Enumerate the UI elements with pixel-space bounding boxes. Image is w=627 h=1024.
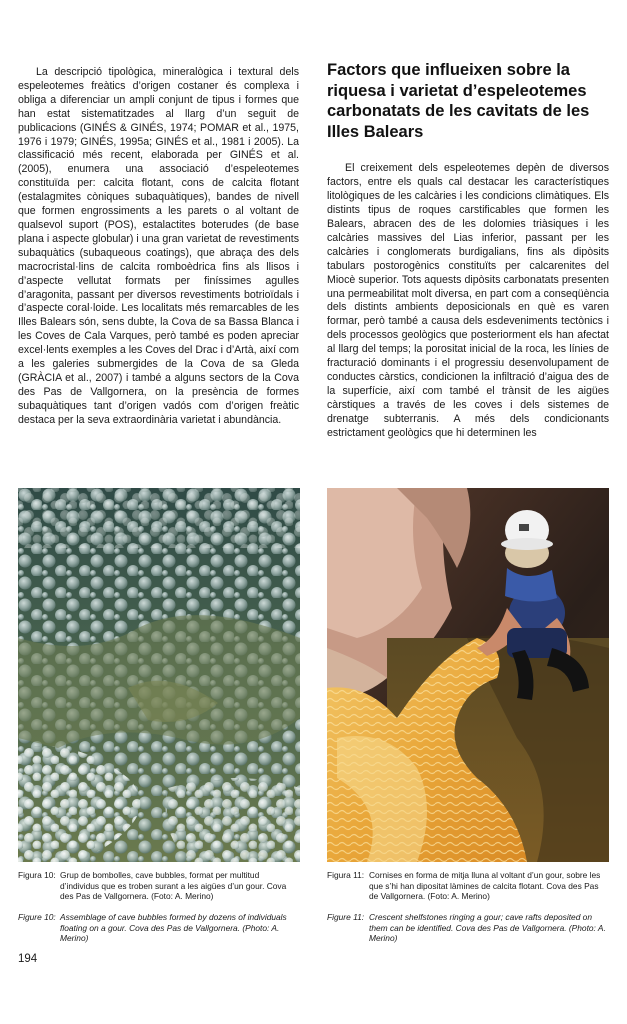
- figure-11-caption-ca: [327, 870, 609, 902]
- body-paragraph: La descripció tipològica, mineralògica i textural dels espeleotemes freàtics d’origen costaner és complexa i obliga a diferenciar un ampli conjunt de tipus i formes que han estat sistematitzades al llarg d’un seguit de publicacions (GINÉS & GINÉS, 1974; POMAR et al., 1975, 1976 i 1979; GINÉS, 1995a; GINÉS et al., 1981 i 2005). La classificació més recent, elaborada per GINÉS et al. (2005), enumera una associació d’espeleotemes constituïda per: calcita flotant, cons de calcita flotant (estalagmites còniques subaquàtiques), bandes de nivell que formen engrossiments a les parets o al voltant de qualsevol suport (POS), estalactites boterudes (de base plana i aspecte globular) i una gran varietat de revestiments subaquàtics (subaqueous coatings), que abraça des dels macrocristal·lins de calcita romboèdrica fins als llisos i d’aspecte vellutat formats per finíssimes agulles d’aragonita, passant per diversos revestiments botrioïdals i d’aspecte coral·loide. Les localitats més remarcables de les Illes Balears són, sens dubte, la Cova de sa Bassa Blanca i les Coves de Cala Varques, però també es poden apreciar excel·lents exemples a les Coves del Drac i d’Artà, així com a les galeries submergides de la Cova de sa Gleda (GRÀCIA et al., 2007) i també a alguns sectors de la Cova des Pas de Vallgornera, on la presència de formes subaquàtiques tant d’origen vadós com d’origen freàtic destaca per la seva extraordinària varietat i abundància.: [18, 66, 299, 426]
- caption-text: Crescent shelfstones ringing a gour; cave rafts deposited on them can be identified. Cova des Pas de Vallgornera. (Photo: A. Merino): [369, 912, 606, 944]
- figure-label: Figure 11:: [327, 912, 365, 922]
- figure-label: Figure 10:: [18, 912, 56, 922]
- caption-text: Assemblage of cave bubbles formed by dozens of individuals floating on a gour. Cova des Pas de Vallgornera. (Photo: A. Merino): [60, 912, 287, 944]
- page-number: 194: [18, 953, 38, 965]
- figure-10-photo: [18, 488, 300, 862]
- body-paragraph: El creixement dels espeleotemes depèn de diversos factors, entre els quals cal destacar les característiques litològiques de les calcàries i les condicions climàtiques. Els distints tipus de roques carstificables que formen les Balears, abracen des de les dolomies triàsiques i les calcàries massives del Lias inferior, passant per les calcàries i conglomerats burdigalians, fins als dipòsits tabulars postorogènics constituïts per calcarenites del Miocè superior. Tots aquests dipòsits carbonatats presenten una permeabilitat molt diversa, en part com a conseqüència dels distints ambients deposicionals en què es varen formar, però també a causa dels esdeveniments tectònics i dels processos geològics que posteriorment els han afectat al llarg del temps; la porositat inicial de la roca, les línies de fracturació dominants i el progressiu desenvolupament de conductes càrstics, condicionen la infiltració d’aigua des de la superfície, així com també el trànsit de les aigües càrstiques a través de les coves i dels sistemes de drenatge subterranis. A més dels condicionants estrictament geològics que hi determinen les: [327, 162, 609, 439]
- section-heading: Factors que influeixen sobre la riquesa i varietat d’espeleotemes carbonatats de les cavitats de les Illes Balears: [327, 61, 590, 141]
- shelfstones-image: [327, 488, 609, 862]
- figure-label: Figura 10:: [18, 870, 56, 880]
- cave-bubbles-image: [18, 488, 300, 862]
- figure-11-photo: [327, 488, 609, 862]
- left-column: [18, 66, 299, 428]
- figure-11-caption-en: [327, 912, 609, 944]
- figure-10-caption-en: [18, 912, 300, 944]
- caption-text: Cornises en forma de mitja lluna al voltant d’un gour, sobre les que s’hi han dipositat làmines de calcita flotant. Cova des Pas de Vallgornera. (Foto: A. Merino): [369, 870, 601, 902]
- figure-label: Figura 11:: [327, 870, 365, 880]
- right-column: [327, 60, 609, 441]
- figure-10-caption-ca: [18, 870, 300, 902]
- caption-text: Grup de bombolles, cave bubbles, format per multitud d’individus que es troben surant a les aigües d’un gour. Cova des Pas de Vallgornera. (Foto: A. Merino): [60, 870, 287, 902]
